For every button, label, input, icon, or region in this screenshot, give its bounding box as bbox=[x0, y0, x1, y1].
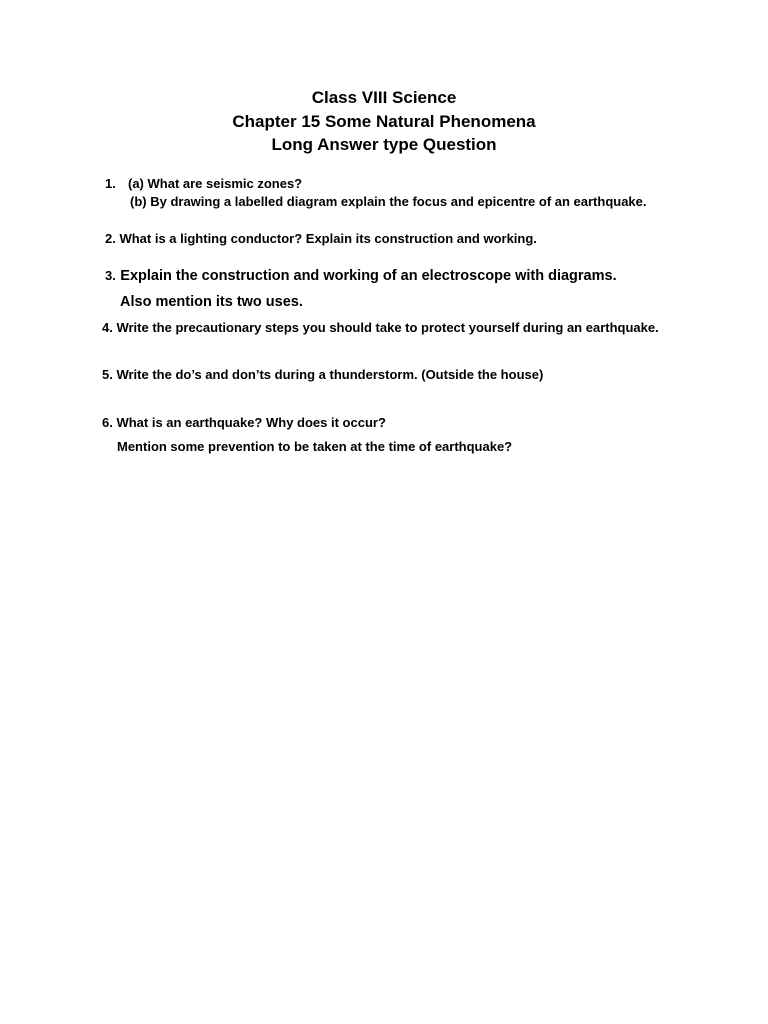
question-3-text: Explain the construction and working of an electroscope with diagrams. bbox=[120, 268, 617, 284]
question-type-title: Long Answer type Question bbox=[271, 135, 497, 154]
question-1-part-b: (b) By drawing a labelled diagram explain the focus and epicentre of an earthquake. bbox=[130, 194, 647, 209]
class-title: Class VIII Science bbox=[311, 88, 457, 107]
question-6: 6. What is an earthquake? Why does it occur? bbox=[102, 415, 386, 430]
question-3-number: 3. bbox=[105, 268, 116, 283]
document-header bbox=[0, 86, 768, 157]
question-4: 4. Write the precautionary steps you should take to protect yourself during an earthquake. bbox=[102, 320, 659, 335]
question-1-part-a: (a) What are seismic zones? bbox=[128, 176, 303, 191]
question-2: 2. What is a lighting conductor? Explain its construction and working. bbox=[105, 231, 537, 246]
question-1-number: 1. bbox=[105, 176, 116, 191]
question-6-line-2: Mention some prevention to be taken at the time of earthquake? bbox=[117, 439, 513, 454]
question-5: 5. Write the do’s and don’ts during a thunderstorm. (Outside the house) bbox=[102, 367, 544, 382]
question-3 bbox=[105, 267, 617, 285]
question-3-line-2: Also mention its two uses. bbox=[120, 294, 303, 310]
chapter-title: Chapter 15 Some Natural Phenomena bbox=[232, 111, 536, 131]
question-1 bbox=[105, 176, 302, 191]
